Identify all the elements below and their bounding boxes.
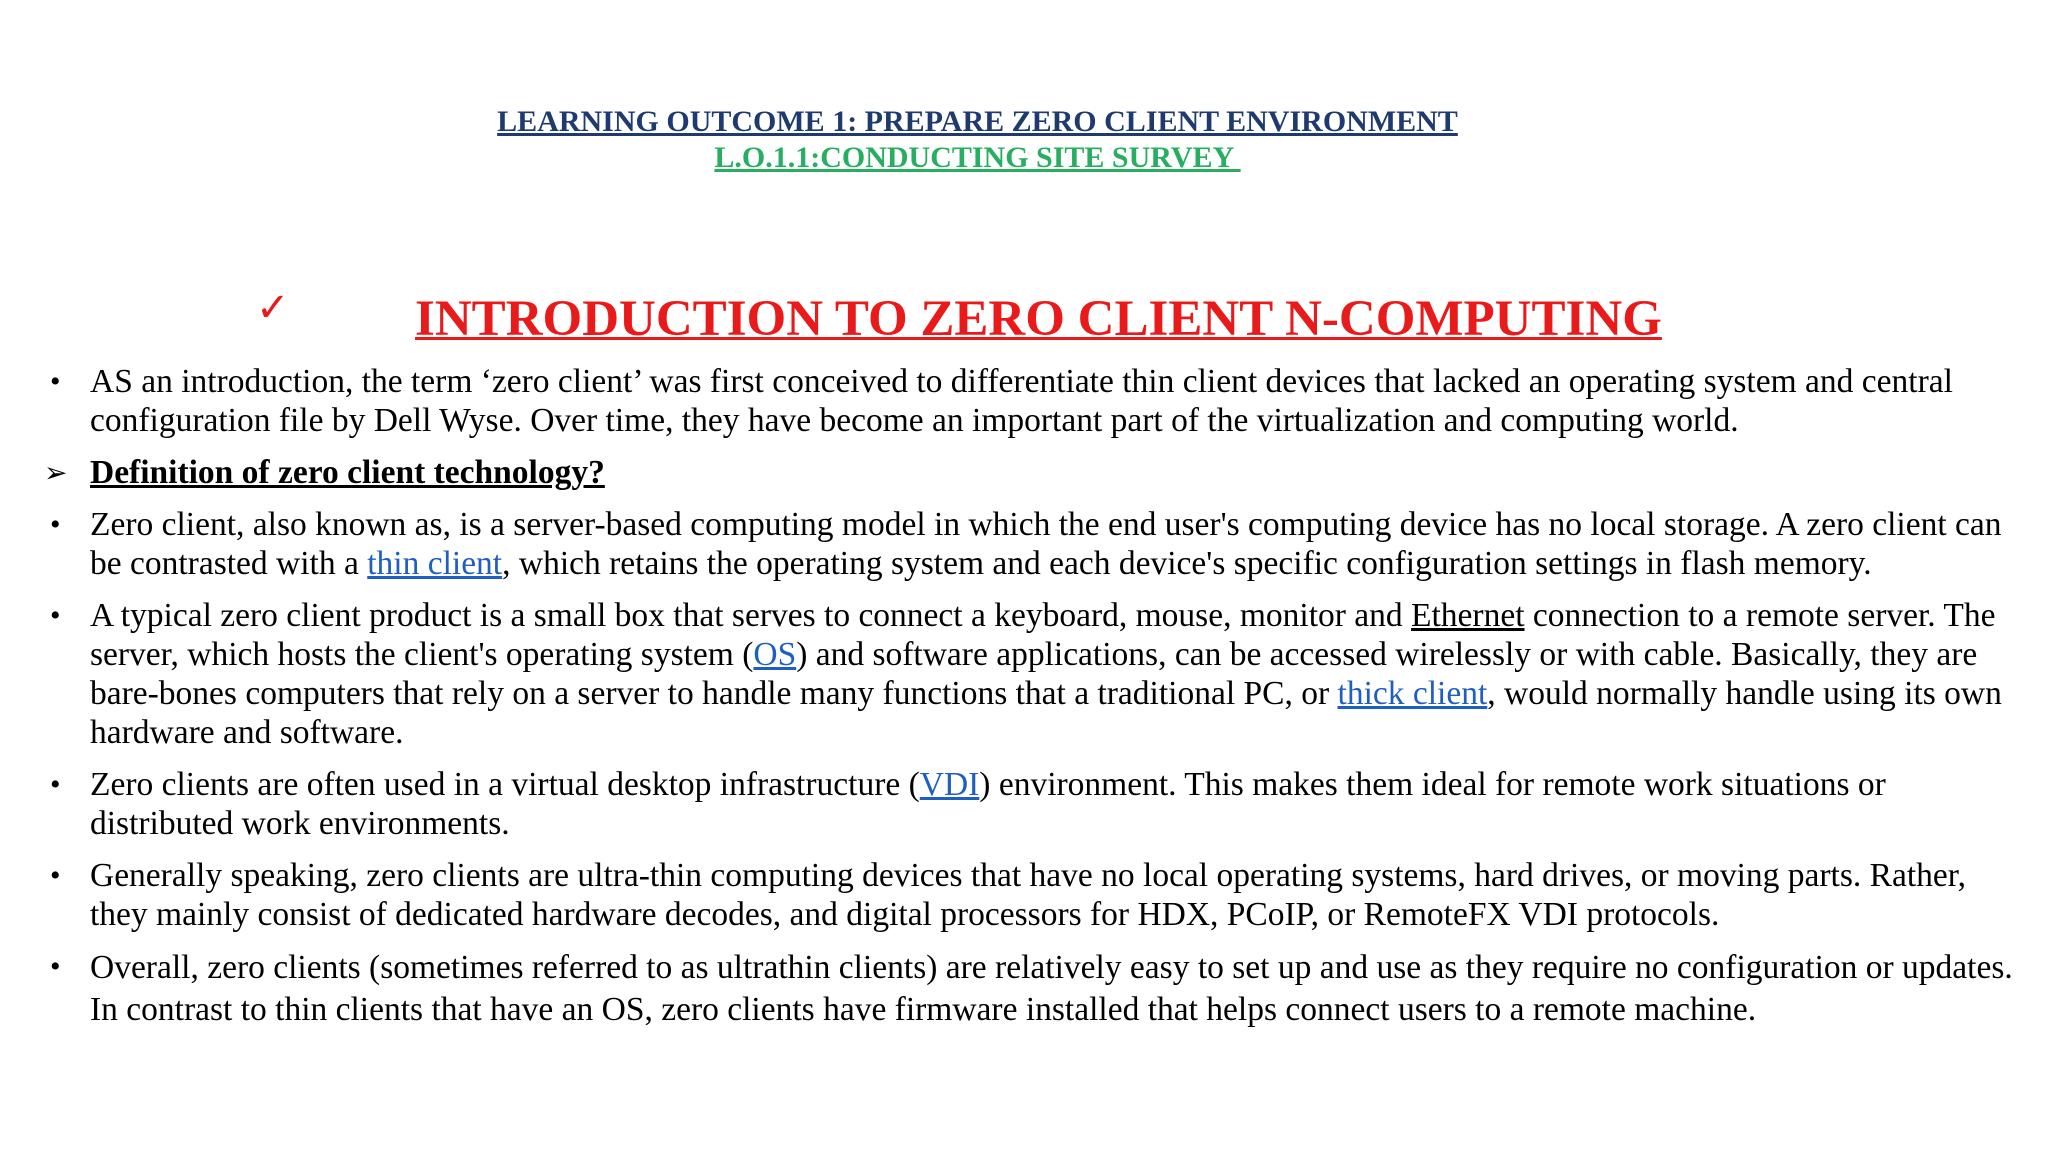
- arrow-bullet-icon: ➢: [44, 456, 68, 489]
- bullet-icon: •: [50, 508, 61, 541]
- bullet-text: A typical zero client product is a small box that serves to connect a keyboard, mouse, monitor and: [90, 597, 1412, 634]
- bullet-text: connection to a remote server. The server, which hosts the client's operating system (: [90, 597, 1996, 673]
- bullet-item: [50, 596, 2020, 752]
- intro-heading-row: [0, 285, 2048, 352]
- bullet-text: Overall, zero clients (sometimes referred to as ultrathin clients) are relatively easy to set up and use as they require no configuration or updates. In contrast to thin clients that have an OS, zero clients have firmware installed that helps connect users to a remote machine.: [90, 949, 2013, 1028]
- bullet-item: [50, 856, 2020, 934]
- bullet-text: ) and software applications, can be accessed wirelessly or with cable. Basically, they are bare-bones computers that rely on a server to handle many functions that a traditional PC, or: [90, 636, 1978, 712]
- slide-body: [44, 362, 2020, 1044]
- bullet-item: [50, 505, 2020, 583]
- intro-title: INTRODUCTION TO ZERO CLIENT N-COMPUTING: [415, 291, 1662, 347]
- sub-outcome-title: L.O.1.1:CONDUCTING SITE SURVEY: [714, 141, 1241, 174]
- slide-header: [0, 104, 1955, 176]
- bullet-icon: •: [50, 599, 61, 632]
- bullet-item: [50, 362, 2020, 440]
- learning-outcome-title: LEARNING OUTCOME 1: PREPARE ZERO CLIENT ENVIRONMENT: [497, 105, 1458, 138]
- vdi-link[interactable]: VDI: [919, 766, 980, 803]
- bullet-item: [50, 947, 2020, 1031]
- os-link[interactable]: OS: [753, 636, 797, 673]
- definition-item: [44, 453, 2020, 492]
- bullet-text: Zero client, also known as, is a server-based computing model in which the end user's computing device has no local storage. A zero client can be contrasted with a: [90, 506, 2002, 582]
- bullet-icon: •: [50, 365, 61, 398]
- bullet-text: Zero clients are often used in a virtual desktop infrastructure (: [90, 766, 920, 803]
- bullet-text: , which retains the operating system and each device's specific configuration settings in flash memory.: [502, 545, 1872, 582]
- ethernet-link[interactable]: Ethernet: [1411, 597, 1525, 634]
- bullet-text: , would normally handle using its own hardware and software.: [90, 675, 2002, 751]
- bullet-text: AS an introduction, the term ‘zero client’ was first conceived to differentiate thin client devices that lacked an operating system and central configuration file by Dell Wyse. Over time, they have become an important part of the virtualization and computing world.: [90, 363, 1953, 439]
- bullet-text: Generally speaking, zero clients are ultra-thin computing devices that have no local operating systems, hard drives, or moving parts. Rather, they mainly consist of dedicated hardware decodes, and digital processors for HDX, PCoIP, or RemoteFX VDI protocols.: [90, 857, 1966, 933]
- check-mark-icon: ✓: [256, 285, 290, 331]
- bullet-icon: •: [50, 859, 61, 892]
- thick-client-link[interactable]: thick client: [1337, 675, 1488, 712]
- bullet-item: [50, 765, 2020, 843]
- definition-heading: Definition of zero client technology?: [90, 454, 605, 491]
- thin-client-link[interactable]: thin client: [367, 545, 503, 582]
- bullet-text: ) environment. This makes them ideal for remote work situations or distributed work environments.: [90, 766, 1886, 842]
- bullet-icon: •: [50, 950, 61, 983]
- bullet-icon: •: [50, 768, 61, 801]
